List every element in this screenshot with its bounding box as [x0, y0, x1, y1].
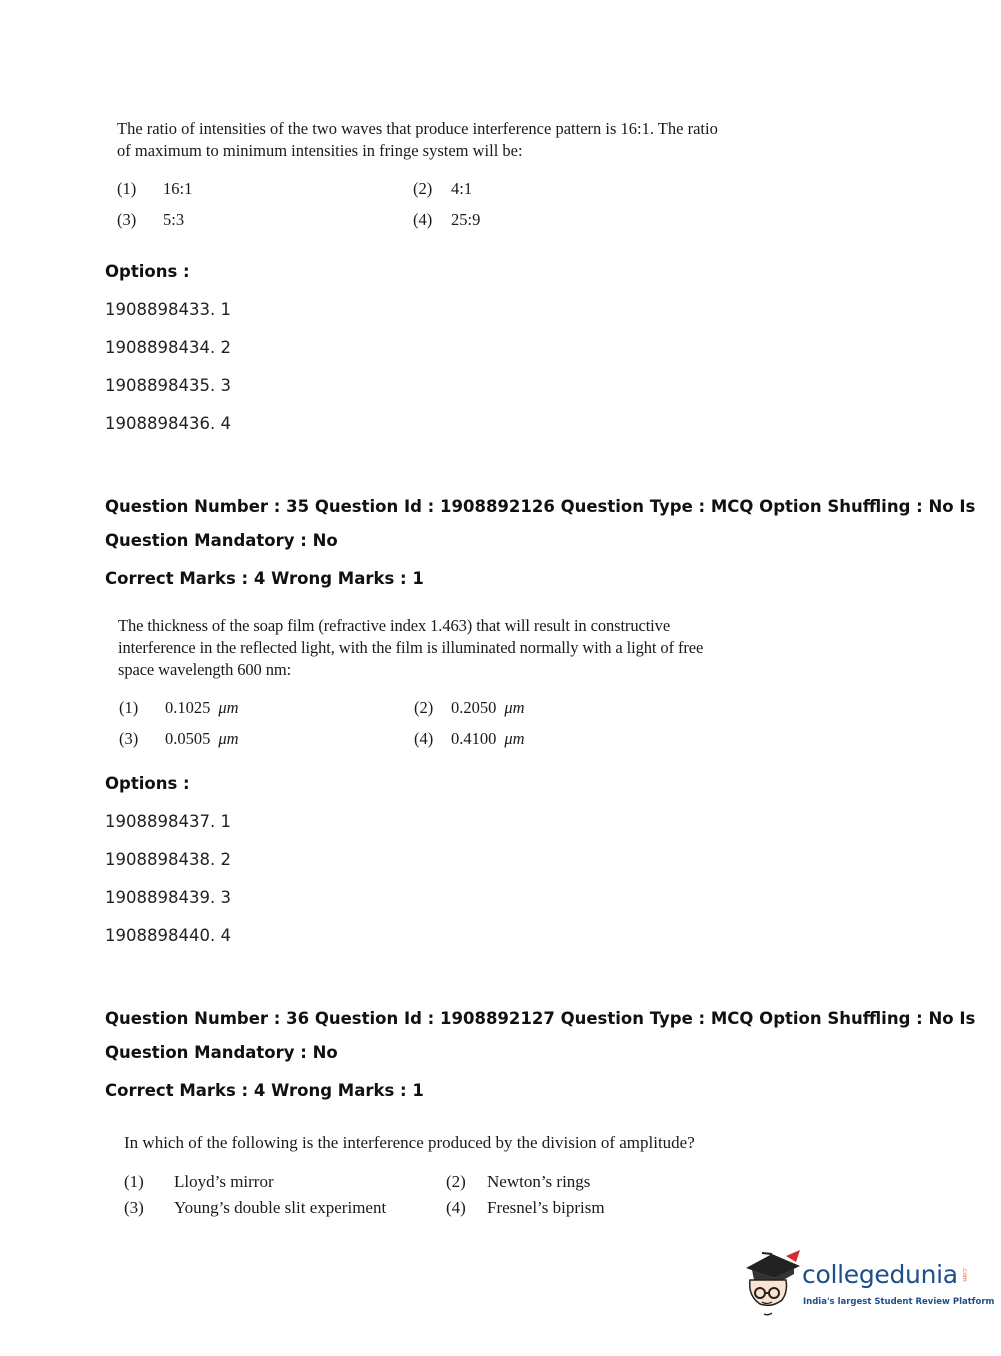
q34-option-4: 1908898436. 4: [105, 414, 231, 433]
choice-value: Young’s double slit experiment: [174, 1198, 387, 1217]
question-34-text-line-2: of maximum to minimum intensities in fringe system will be:: [117, 141, 523, 160]
choice-number: (1): [119, 698, 139, 717]
q35-option-1: 1908898437. 1: [105, 812, 231, 831]
choice-value: 4:1: [451, 179, 473, 198]
choice-number: (4): [413, 210, 433, 229]
q34-choice-3: [117, 210, 184, 230]
choice-value: 0.2050: [451, 698, 497, 717]
question-36-text: [124, 1132, 695, 1154]
logo-tagline: India's largest Student Review Platform: [803, 1297, 995, 1307]
logo-com-suffix: .com: [961, 1267, 968, 1282]
q35-options-label: Options :: [105, 774, 190, 793]
q34-choice-2: [413, 179, 472, 199]
q35-header-line-2: Question Mandatory : No: [105, 531, 338, 550]
q34-option-1: 1908898433. 1: [105, 300, 231, 319]
choice-unit: μm: [218, 698, 239, 717]
choice-number: (3): [117, 210, 137, 229]
choice-number: (4): [446, 1198, 466, 1217]
q36-header-line-1: Question Number : 36 Question Id : 1908892127 Question Type : MCQ Option Shuffling : No Is: [105, 1009, 976, 1028]
choice-number: (2): [413, 179, 433, 198]
q35-marks: Correct Marks : 4 Wrong Marks : 1: [105, 569, 424, 588]
question-34-text-line-1: The ratio of intensities of the two waves that produce interference pattern is 16:1. The ratio: [117, 119, 718, 138]
q35-option-2: 1908898438. 2: [105, 850, 231, 869]
q36-choice-4: [446, 1198, 605, 1218]
question-35-text-line-3: space wavelength 600 nm:: [118, 660, 292, 679]
choice-unit: μm: [504, 698, 525, 717]
choice-number: (4): [414, 729, 434, 748]
q35-option-4: 1908898440. 4: [105, 926, 231, 945]
choice-value: 5:3: [163, 210, 185, 229]
choice-number: (2): [414, 698, 434, 717]
q36-marks: Correct Marks : 4 Wrong Marks : 1: [105, 1081, 424, 1100]
q34-option-3: 1908898435. 3: [105, 376, 231, 395]
choice-number: (2): [446, 1172, 466, 1191]
q35-header-line-1: Question Number : 35 Question Id : 1908892126 Question Type : MCQ Option Shuffling : No Is: [105, 497, 976, 516]
question-35-text-line-2: interference in the reflected light, with the film is illuminated normally with a light of free: [118, 638, 704, 657]
question-34-text: [117, 118, 718, 162]
q35-option-3: 1908898439. 3: [105, 888, 231, 907]
q34-option-2: 1908898434. 2: [105, 338, 231, 357]
q34-choice-1: [117, 179, 192, 199]
q35-choice-4: [414, 729, 525, 749]
choice-unit: μm: [218, 729, 239, 748]
collegedunia-logo: [742, 1250, 995, 1320]
q36-header-line-2: Question Mandatory : No: [105, 1043, 338, 1062]
question-36-text-line-1: In which of the following is the interference produced by the division of amplitude?: [124, 1133, 695, 1152]
choice-value: 0.1025: [165, 698, 211, 717]
q36-choice-1: [124, 1172, 274, 1192]
choice-unit: μm: [504, 729, 525, 748]
q36-choice-2: [446, 1172, 590, 1192]
choice-value: 16:1: [163, 179, 193, 198]
question-35-text-line-1: The thickness of the soap film (refractive index 1.463) that will result in constructive: [118, 616, 671, 635]
logo-wordmark: collegedunia: [802, 1260, 958, 1289]
q34-options-label: Options :: [105, 262, 190, 281]
q35-choice-3: [119, 729, 239, 749]
choice-value: Newton’s rings: [487, 1172, 591, 1191]
choice-number: (1): [124, 1172, 144, 1191]
choice-value: Fresnel’s biprism: [487, 1198, 605, 1217]
choice-number: (3): [119, 729, 139, 748]
choice-value: 0.0505: [165, 729, 211, 748]
q34-choice-4: [413, 210, 480, 230]
choice-value: Lloyd’s mirror: [174, 1172, 274, 1191]
student-mascot-icon: [742, 1250, 804, 1320]
choice-value: 25:9: [451, 210, 481, 229]
q36-choice-3: [124, 1198, 386, 1218]
q35-choice-2: [414, 698, 525, 718]
choice-value: 0.4100: [451, 729, 497, 748]
choice-number: (1): [117, 179, 137, 198]
choice-number: (3): [124, 1198, 144, 1217]
question-35-text: [118, 615, 703, 681]
q35-choice-1: [119, 698, 239, 718]
